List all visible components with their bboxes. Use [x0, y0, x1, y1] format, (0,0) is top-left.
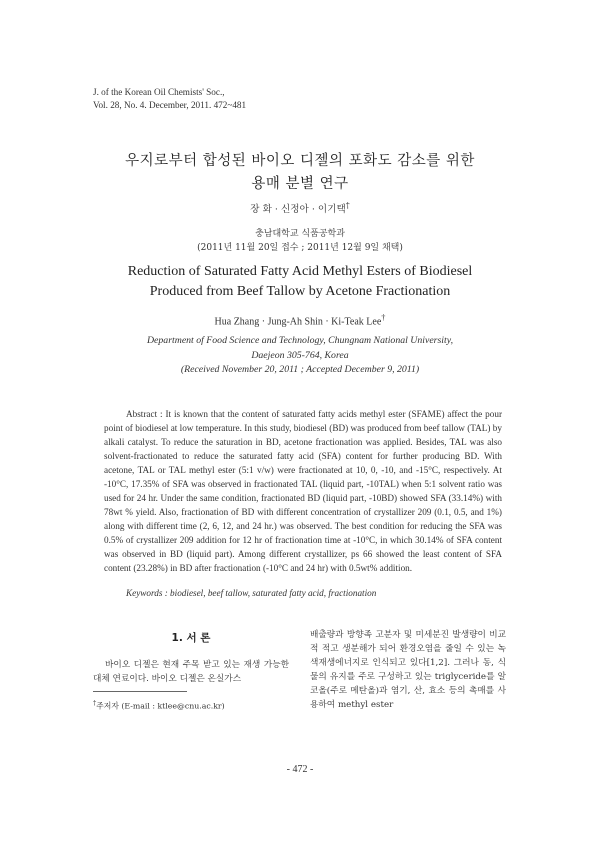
journal-header — [93, 86, 246, 112]
korean-affiliation-dept: 충남대학교 식품공학과 — [255, 229, 345, 239]
korean-title-line1: 우지로부터 합성된 바이오 디젤의 포화도 감소를 위한 — [125, 153, 475, 169]
english-authors — [0, 313, 600, 327]
left-column-text: 바이오 디젤은 현재 주목 받고 있는 재생 가능한 대체 연료이다. 바이오 디젤은 온실가스 — [93, 660, 289, 684]
footnote-text: 주저자 (E-mail : ktlee@cnu.ac.kr) — [96, 701, 225, 711]
journal-citation-line1: J. of the Korean Oil Chemists' Soc., — [93, 87, 225, 97]
english-affiliation-line2: Daejeon 305-764, Korea — [251, 349, 349, 361]
corresponding-author-mark: † — [345, 201, 350, 210]
korean-affiliation — [0, 227, 600, 255]
footnote — [93, 699, 225, 712]
english-title-line1: Reduction of Saturated Fatty Acid Methyl Esters of Biodiesel — [127, 264, 473, 279]
english-title — [0, 262, 600, 302]
english-title-line2: Produced from Beef Tallow by Acetone Fractionation — [149, 284, 451, 299]
left-column — [93, 628, 289, 686]
footnote-divider — [93, 691, 187, 692]
english-author-names: Hua Zhang · Jung-Ah Shin · Ki-Teak Lee — [214, 316, 382, 328]
footnote-mark: † — [93, 699, 97, 707]
journal-citation-line2: Vol. 28, No. 4. December, 2011. 472~481 — [93, 100, 247, 110]
page-number: - 472 - — [286, 764, 314, 775]
korean-received-dates: (2011년 11월 20일 접수 ; 2011년 12월 9일 채택) — [197, 243, 403, 253]
section-heading-introduction: 1. 서 론 — [171, 632, 211, 644]
english-received-dates: (Received November 20, 2011 ; Accepted December 9, 2011) — [180, 364, 420, 375]
abstract-label: Abstract — [126, 409, 158, 419]
korean-authors — [0, 201, 600, 215]
keywords: Keywords : biodiesel, beef tallow, saturated fatty acid, fractionation — [126, 588, 377, 598]
english-corresponding-author-mark: † — [381, 313, 386, 322]
korean-author-names: 장 화 · 신정아 · 이기택 — [250, 204, 346, 216]
right-column — [310, 628, 506, 712]
english-affiliation — [0, 334, 600, 378]
korean-title — [0, 150, 600, 196]
korean-title-line2: 용매 분별 연구 — [251, 176, 349, 192]
abstract-text: : It is known that the content of saturated fatty acids methyl ester (SFAME) affect the pour point of biodiesel at low temperature. In this study, biodiesel (BD) was produced from beef tallow (TAL) by alkali catalyst. To reduce the saturation in BD, acetone fractionation was applied. Besides, TAL was also solvent-fractionated to reduce the saturated fatty acid (SFA) content for further producing BD. With acetone, TAL or TAL methyl ester (5:1 v/w) were fractionated at 10, 0, -10, and -15°C, respectively. At -10°C, 17.35% of SFA was observed in fractionated TAL (liquid part, -10TAL) when 5:1 solvent ratio was used for 24 hr. Under the same condition, fractionated BD (liquid part, -10BD) showed SFA (33.14%) with 78wt % yield. Also, fractionation of BD with different concentration of crystallizer 209 (0.1, 0.5, and 1%) along with different time (2, 6, 12, and 24 hr.) was observed. The best condition for reducing the SFA was 0.5% of crystallizer 209 addition for 12 hr of fractionation time at -10°C, in which 30.14% of SFA content was observed in BD (liquid part). Among different crystallizer, ps 66 showed the least content of SFA content (23.28%) in BD after fractionation (-10°C and 24 hr) with 0.5wt% addition. — [104, 409, 502, 573]
right-column-text: 배출량과 방향족 고분자 및 미세분진 발생량이 비교적 적고 생분해가 되어 환경오염을 줄일 수 있는 녹색재생에너지로 인식되고 있다[1,2]. 그러나 동, 식물의 유지를 주로 구성하고 있는 triglyceride를 알코올(주로 메탄올)과 염기, 산, 효소 등의 촉매를 사용하여 methyl ester — [310, 630, 506, 710]
english-affiliation-line1: Department of Food Science and Technology, Chungnam National University, — [146, 335, 454, 346]
abstract — [104, 407, 502, 575]
